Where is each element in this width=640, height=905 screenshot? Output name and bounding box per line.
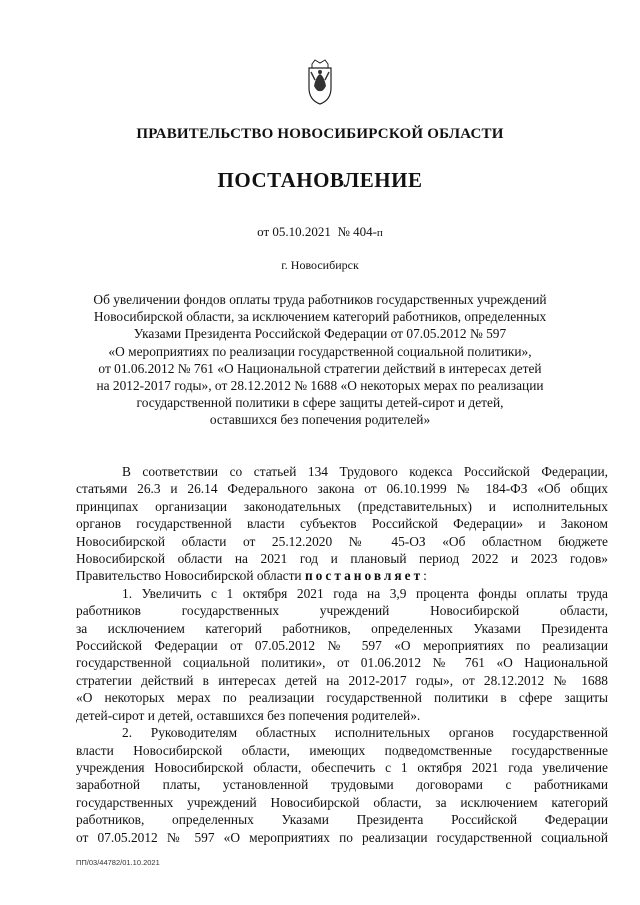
title-line: Новосибирской области, за исключением категорий работников, определенных [93,309,547,325]
resolves-word: постановляет [304,568,424,584]
title-line: Об увеличении фондов оплаты труда работников государственных учреждений [93,292,547,307]
resolves-prefix: Правительство Новосибирской области [76,568,302,584]
document-number-suffix: п [376,227,383,239]
body-line: В соответствии со статьей 134 Трудового кодекса Российской Федерации, [122,464,608,479]
body-line: принципах организации законодательных (представительных) и исполнительных [76,498,608,514]
document-body [76,463,608,846]
coat-of-arms-icon [305,58,335,106]
body-line: за исключением категорий работников, определенных Указами Президента [76,620,608,636]
title-line: на 2012-2017 годы», от 28.12.2012 № 1688 «О некоторых мерах по реализации [96,378,544,394]
body-line: Новосибирской области от 25.12.2020 № 45-ОЗ «Об областном бюджете [76,533,608,549]
document-title [78,291,562,429]
body-line: Новосибирской области на 2021 год и плановый период 2022 и 2023 годов» [76,551,608,567]
body-line: государственных учреждений Новосибирской области, за исключением категорий [76,794,608,810]
body-line: учреждения Новосибирской области, обеспечить с 1 октября 2021 года увеличение [76,759,608,775]
body-line: 1. Увеличить с 1 октября 2021 года на 3,9 процента фонды оплаты труда [122,585,608,601]
title-line: от 01.06.2012 № 761 «О Национальной стратегии действий в интересах детей [98,360,542,376]
body-line: государственной социальной политики», от 01.06.2012 № 761 «О Национальной [76,655,608,671]
document-date: от 05.10.2021 [257,224,331,239]
body-line: стратегии действий в интересах детей на 2012-2017 годы», от 28.12.2012 № 1688 [76,672,608,688]
title-line: «О мероприятиях по реализации государственной социальной политики», [108,343,532,359]
body-line: «О некоторых мерах по реализации государственной политики в сфере защиты [76,690,608,706]
body-line: статьями 26.3 и 26.14 Федерального закона от 06.10.1999 № 184-ФЗ «Об общих [76,481,608,497]
body-line: работников, определенных Указами Президента Российской Федерации [76,812,608,828]
body-line: от 07.05.2012 № 597 «О мероприятиях по реализации государственной социальной [76,829,608,845]
body-line: заработной платы, установленной трудовыми договорами с работниками [76,777,608,793]
city: г. Новосибирск [281,258,359,272]
organization-name: ПРАВИТЕЛЬСТВО НОВОСИБИРСКОЙ ОБЛАСТИ [136,126,504,142]
document-number: № 404- [337,224,377,239]
body-line: органов государственной власти субъектов Российской Федерации» и Законом [76,516,608,532]
resolves-colon: : [423,568,427,584]
title-line: оставшихся без попечения родителей» [209,412,431,428]
title-line: государственной политики в сфере защиты детей-сирот и детей, [136,395,504,411]
document-type: ПОСТАНОВЛЕНИЕ [217,168,423,192]
body-line: власти Новосибирской области, имеющих подведомственные государственные [76,742,608,758]
document-code: ПП/03/44782/01.10.2021 [76,858,160,867]
body-line: Российской Федерации от 07.05.2012 № 597 «О мероприятиях по реализации [76,638,608,654]
body-line-resolves [76,567,608,584]
body-line: 2. Руководителям областных исполнительных органов государственной [122,725,608,741]
title-line: Указами Президента Российской Федерации от 07.05.2012 № 597 [133,326,507,342]
date-number-line [0,224,640,240]
body-line: детей-сирот и детей, оставшихся без попечения родителей». [76,707,421,723]
body-line: работников государственных учреждений Новосибирской области, [76,603,608,619]
